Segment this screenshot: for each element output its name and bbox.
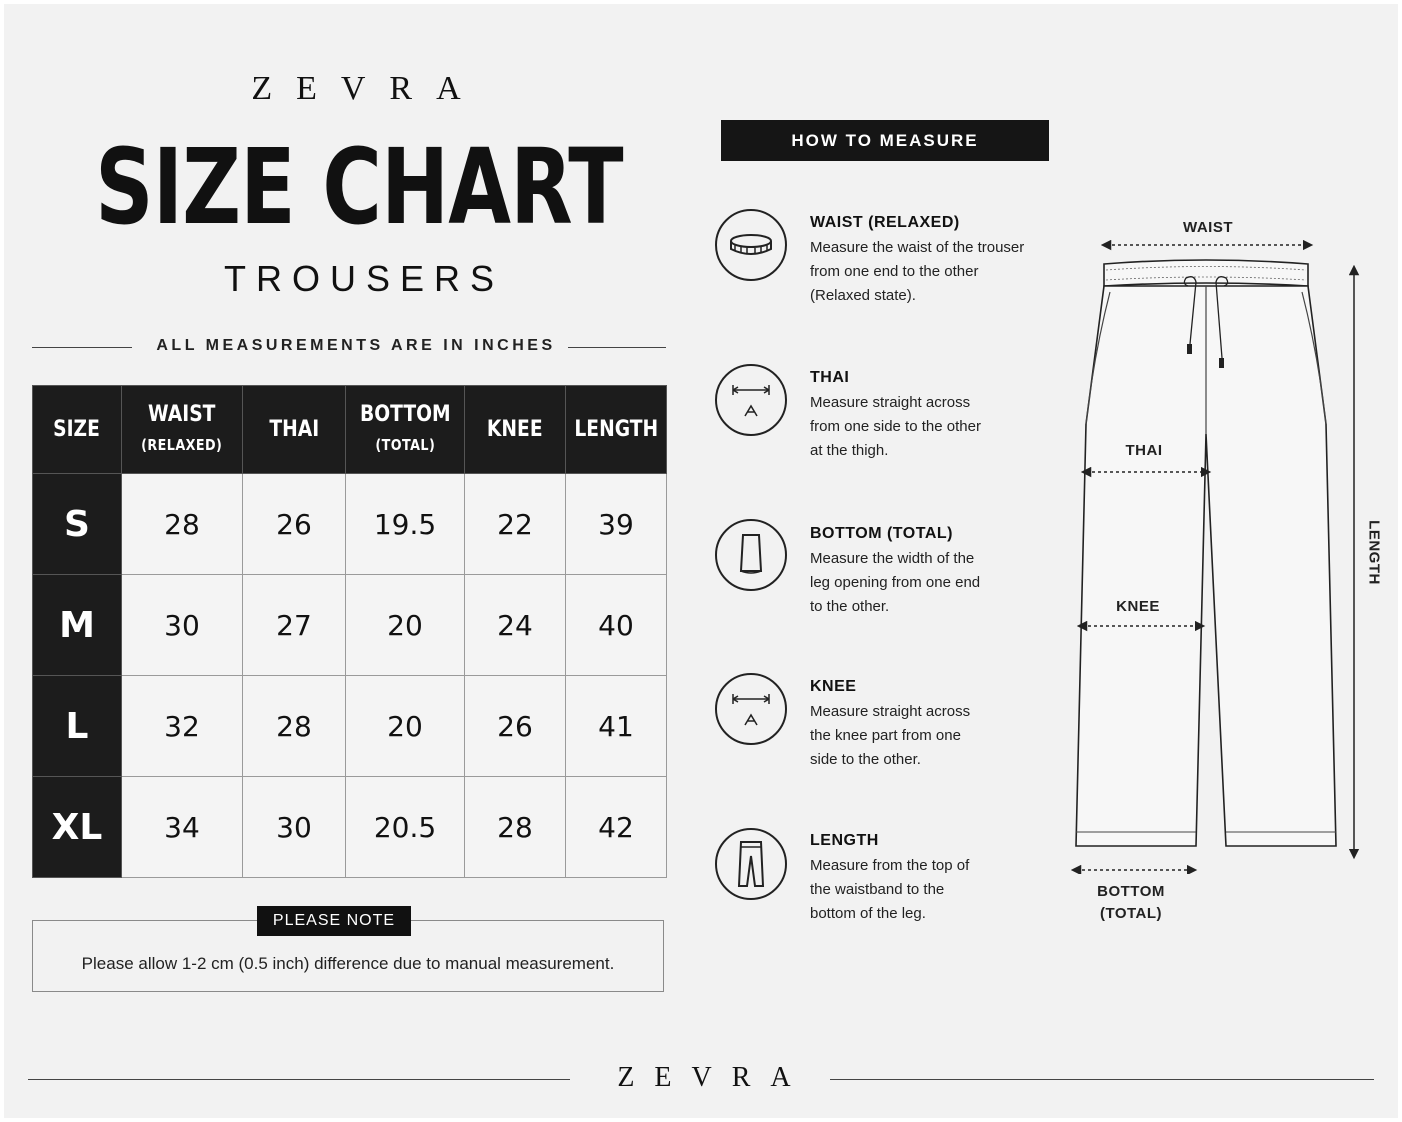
measure-desc-knee: Measure straight across the knee part from one side to the other. — [810, 703, 971, 768]
how-to-measure-header: HOW TO MEASURE — [721, 120, 1049, 161]
diagram-label-thai: THAI — [1125, 442, 1163, 459]
measure-title-thai: THAI — [810, 369, 850, 386]
page-subtitle: TROUSERS — [223, 258, 505, 299]
bottom-cell: 20 — [346, 575, 465, 676]
length-cell: 42 — [566, 777, 667, 878]
knee-cell: 22 — [465, 474, 566, 575]
units-divider-right — [568, 347, 666, 348]
measure-title-knee: KNEE — [810, 678, 857, 695]
units-divider-left — [32, 347, 132, 348]
length-cell: 41 — [566, 676, 667, 777]
page-title: SIZE CHART — [95, 126, 623, 248]
thigh-measure-icon — [715, 364, 787, 436]
thai-cell: 28 — [243, 676, 346, 777]
thai-cell: 27 — [243, 575, 346, 676]
table-row — [33, 575, 667, 676]
bottom-cell: 20 — [346, 676, 465, 777]
knee-cell: 24 — [465, 575, 566, 676]
header-size: SIZE — [33, 386, 122, 474]
brand-logo-top: ZEVRA — [251, 70, 485, 107]
header-knee: KNEE — [465, 386, 566, 474]
bottom-cell: 20.5 — [346, 777, 465, 878]
measure-desc-thai: Measure straight across from one side to the other at the thigh. — [810, 394, 981, 459]
measure-title-bottom: BOTTOM (TOTAL) — [810, 525, 953, 542]
trousers-diagram — [1064, 234, 1374, 874]
measure-desc-length: Measure from the top of the waistband to the bottom of the leg. — [810, 857, 970, 922]
diagram-label-bottom: BOTTOM (TOTAL) — [1097, 883, 1165, 922]
measure-title-length: LENGTH — [810, 832, 879, 849]
brand-logo-bottom: ZEVRA — [617, 1062, 811, 1093]
measure-title-waist: WAIST (RELAXED) — [810, 214, 960, 231]
size-cell: XL — [33, 777, 122, 878]
header-bottom: BOTTOM (TOTAL) — [346, 386, 465, 474]
footer-divider-left — [28, 1079, 570, 1080]
note-label: PLEASE NOTE — [257, 906, 411, 936]
waist-cell: 32 — [122, 676, 243, 777]
note-text: Please allow 1-2 cm (0.5 inch) difference due to manual measurement. — [81, 954, 615, 973]
header-length: LENGTH — [566, 386, 667, 474]
diagram-label-knee: KNEE — [1116, 598, 1160, 615]
waist-cell: 28 — [122, 474, 243, 575]
waistband-icon — [715, 209, 787, 281]
trousers-length-icon — [715, 828, 787, 900]
thai-cell: 30 — [243, 777, 346, 878]
header-waist: WAIST (RELAXED) — [122, 386, 243, 474]
table-header-row — [33, 386, 667, 474]
table-row — [33, 777, 667, 878]
table-row — [33, 474, 667, 575]
footer-divider-right — [830, 1079, 1374, 1080]
size-cell: L — [33, 676, 122, 777]
knee-cell: 28 — [465, 777, 566, 878]
header-thai: THAI — [243, 386, 346, 474]
length-cell: 40 — [566, 575, 667, 676]
knee-cell: 26 — [465, 676, 566, 777]
units-note: ALL MEASUREMENTS ARE IN INCHES — [156, 337, 556, 354]
size-chart-page — [4, 4, 1398, 1118]
measure-desc-waist: Measure the waist of the trouser from one end to the other (Relaxed state). — [810, 239, 1025, 304]
waist-cell: 34 — [122, 777, 243, 878]
waist-cell: 30 — [122, 575, 243, 676]
diagram-label-length: LENGTH — [1365, 520, 1383, 585]
bottom-cell: 19.5 — [346, 474, 465, 575]
thai-cell: 26 — [243, 474, 346, 575]
measure-desc-bottom: Measure the width of the leg opening from one end to the other. — [810, 550, 981, 615]
diagram-label-waist: WAIST — [1183, 219, 1233, 236]
size-table — [32, 385, 667, 878]
size-cell: M — [33, 575, 122, 676]
table-row — [33, 676, 667, 777]
size-cell: S — [33, 474, 122, 575]
knee-measure-icon — [715, 673, 787, 745]
leg-opening-icon — [715, 519, 787, 591]
length-cell: 39 — [566, 474, 667, 575]
